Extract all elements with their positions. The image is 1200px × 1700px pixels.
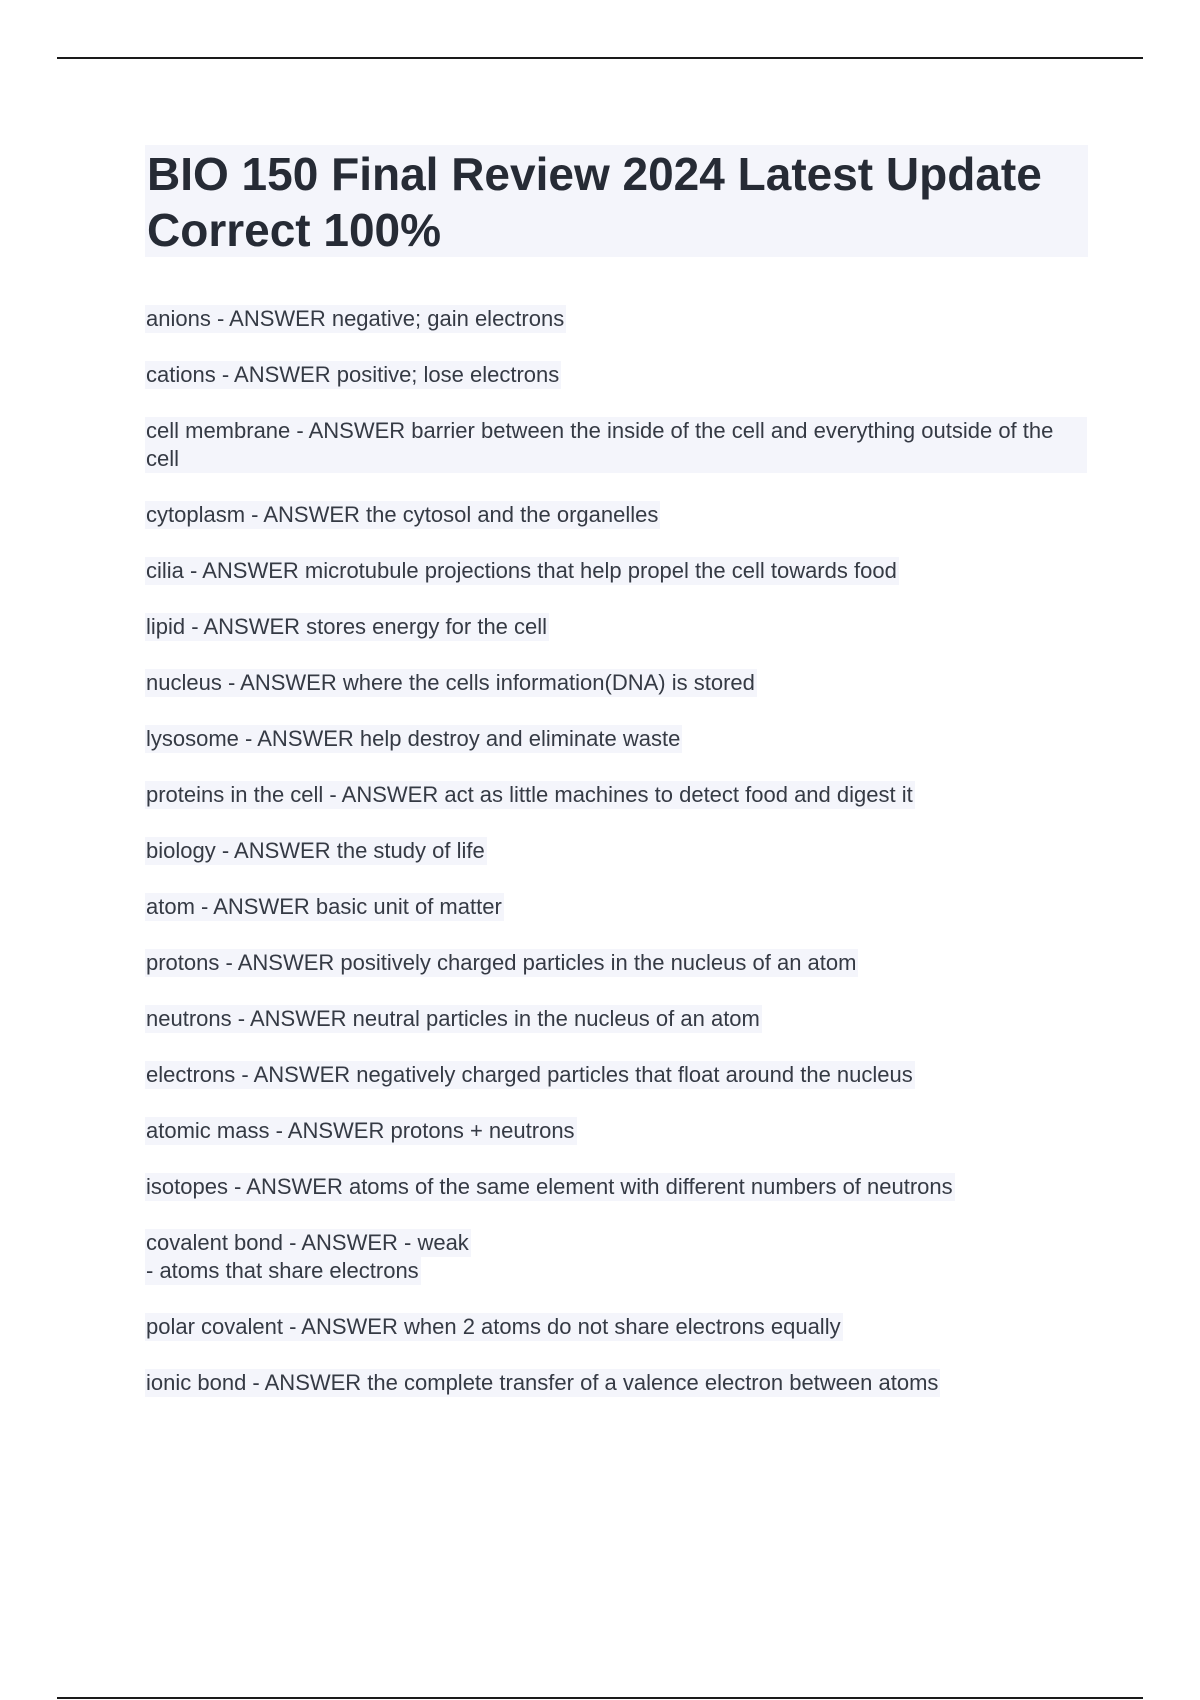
qa-item-lipid: [145, 613, 1085, 641]
qa-item-isotopes: [145, 1173, 1085, 1201]
qa-item-covalent-bond: [145, 1229, 1085, 1285]
qa-item-lysosome: [145, 725, 1085, 753]
qa-item-proteins: [145, 781, 1085, 809]
qa-text: lysosome - ANSWER help destroy and eliminate waste: [146, 726, 681, 751]
qa-text: biology - ANSWER the study of life: [146, 838, 485, 863]
qa-text: nucleus - ANSWER where the cells information(DNA) is stored: [146, 670, 755, 695]
document-title: BIO 150 Final Review 2024 Latest Update Correct 100%: [147, 148, 1042, 256]
qa-item-ionic-bond: [145, 1369, 1085, 1397]
qa-text: isotopes - ANSWER atoms of the same element with different numbers of neutrons: [146, 1174, 953, 1199]
top-rule: [57, 57, 1143, 59]
qa-text: covalent bond - ANSWER - weak: [146, 1230, 469, 1255]
qa-text: lipid - ANSWER stores energy for the cell: [146, 614, 548, 639]
qa-text: cilia - ANSWER microtubule projections that help propel the cell towards food: [146, 558, 897, 583]
bottom-rule: [57, 1697, 1143, 1699]
qa-text: cytoplasm - ANSWER the cytosol and the organelles: [146, 502, 659, 527]
qa-text: cations - ANSWER positive; lose electrons: [146, 362, 560, 387]
qa-item-neutrons: [145, 1005, 1085, 1033]
qa-item-cations: [145, 361, 1085, 389]
qa-text: anions - ANSWER negative; gain electrons: [146, 306, 565, 331]
qa-text: cell membrane - ANSWER barrier between the inside of the cell and everything outside of the cell: [145, 417, 1087, 473]
qa-text: ionic bond - ANSWER the complete transfer of a valence electron between atoms: [146, 1370, 939, 1395]
qa-text: proteins in the cell - ANSWER act as little machines to detect food and digest it: [146, 782, 913, 807]
qa-item-polar-covalent: [145, 1313, 1085, 1341]
qa-item-atom: [145, 893, 1085, 921]
qa-text: polar covalent - ANSWER when 2 atoms do not share electrons equally: [146, 1314, 841, 1339]
qa-text: electrons - ANSWER negatively charged particles that float around the nucleus: [146, 1062, 913, 1087]
qa-item-protons: [145, 949, 1085, 977]
qa-item-nucleus: [145, 669, 1085, 697]
qa-item-anions: [145, 305, 1085, 333]
qa-item-electrons: [145, 1061, 1085, 1089]
qa-list: [145, 305, 1085, 1425]
qa-text: neutrons - ANSWER neutral particles in the nucleus of an atom: [146, 1006, 760, 1031]
qa-item-cytoplasm: [145, 501, 1085, 529]
qa-item-cell-membrane: [145, 417, 1085, 473]
qa-text: atomic mass - ANSWER protons + neutrons: [146, 1118, 575, 1143]
qa-item-atomic-mass: [145, 1117, 1085, 1145]
qa-text: atom - ANSWER basic unit of matter: [146, 894, 502, 919]
qa-item-biology: [145, 837, 1085, 865]
qa-text-continued: - atoms that share electrons: [146, 1258, 419, 1283]
qa-text: protons - ANSWER positively charged particles in the nucleus of an atom: [146, 950, 857, 975]
qa-item-cilia: [145, 557, 1085, 585]
